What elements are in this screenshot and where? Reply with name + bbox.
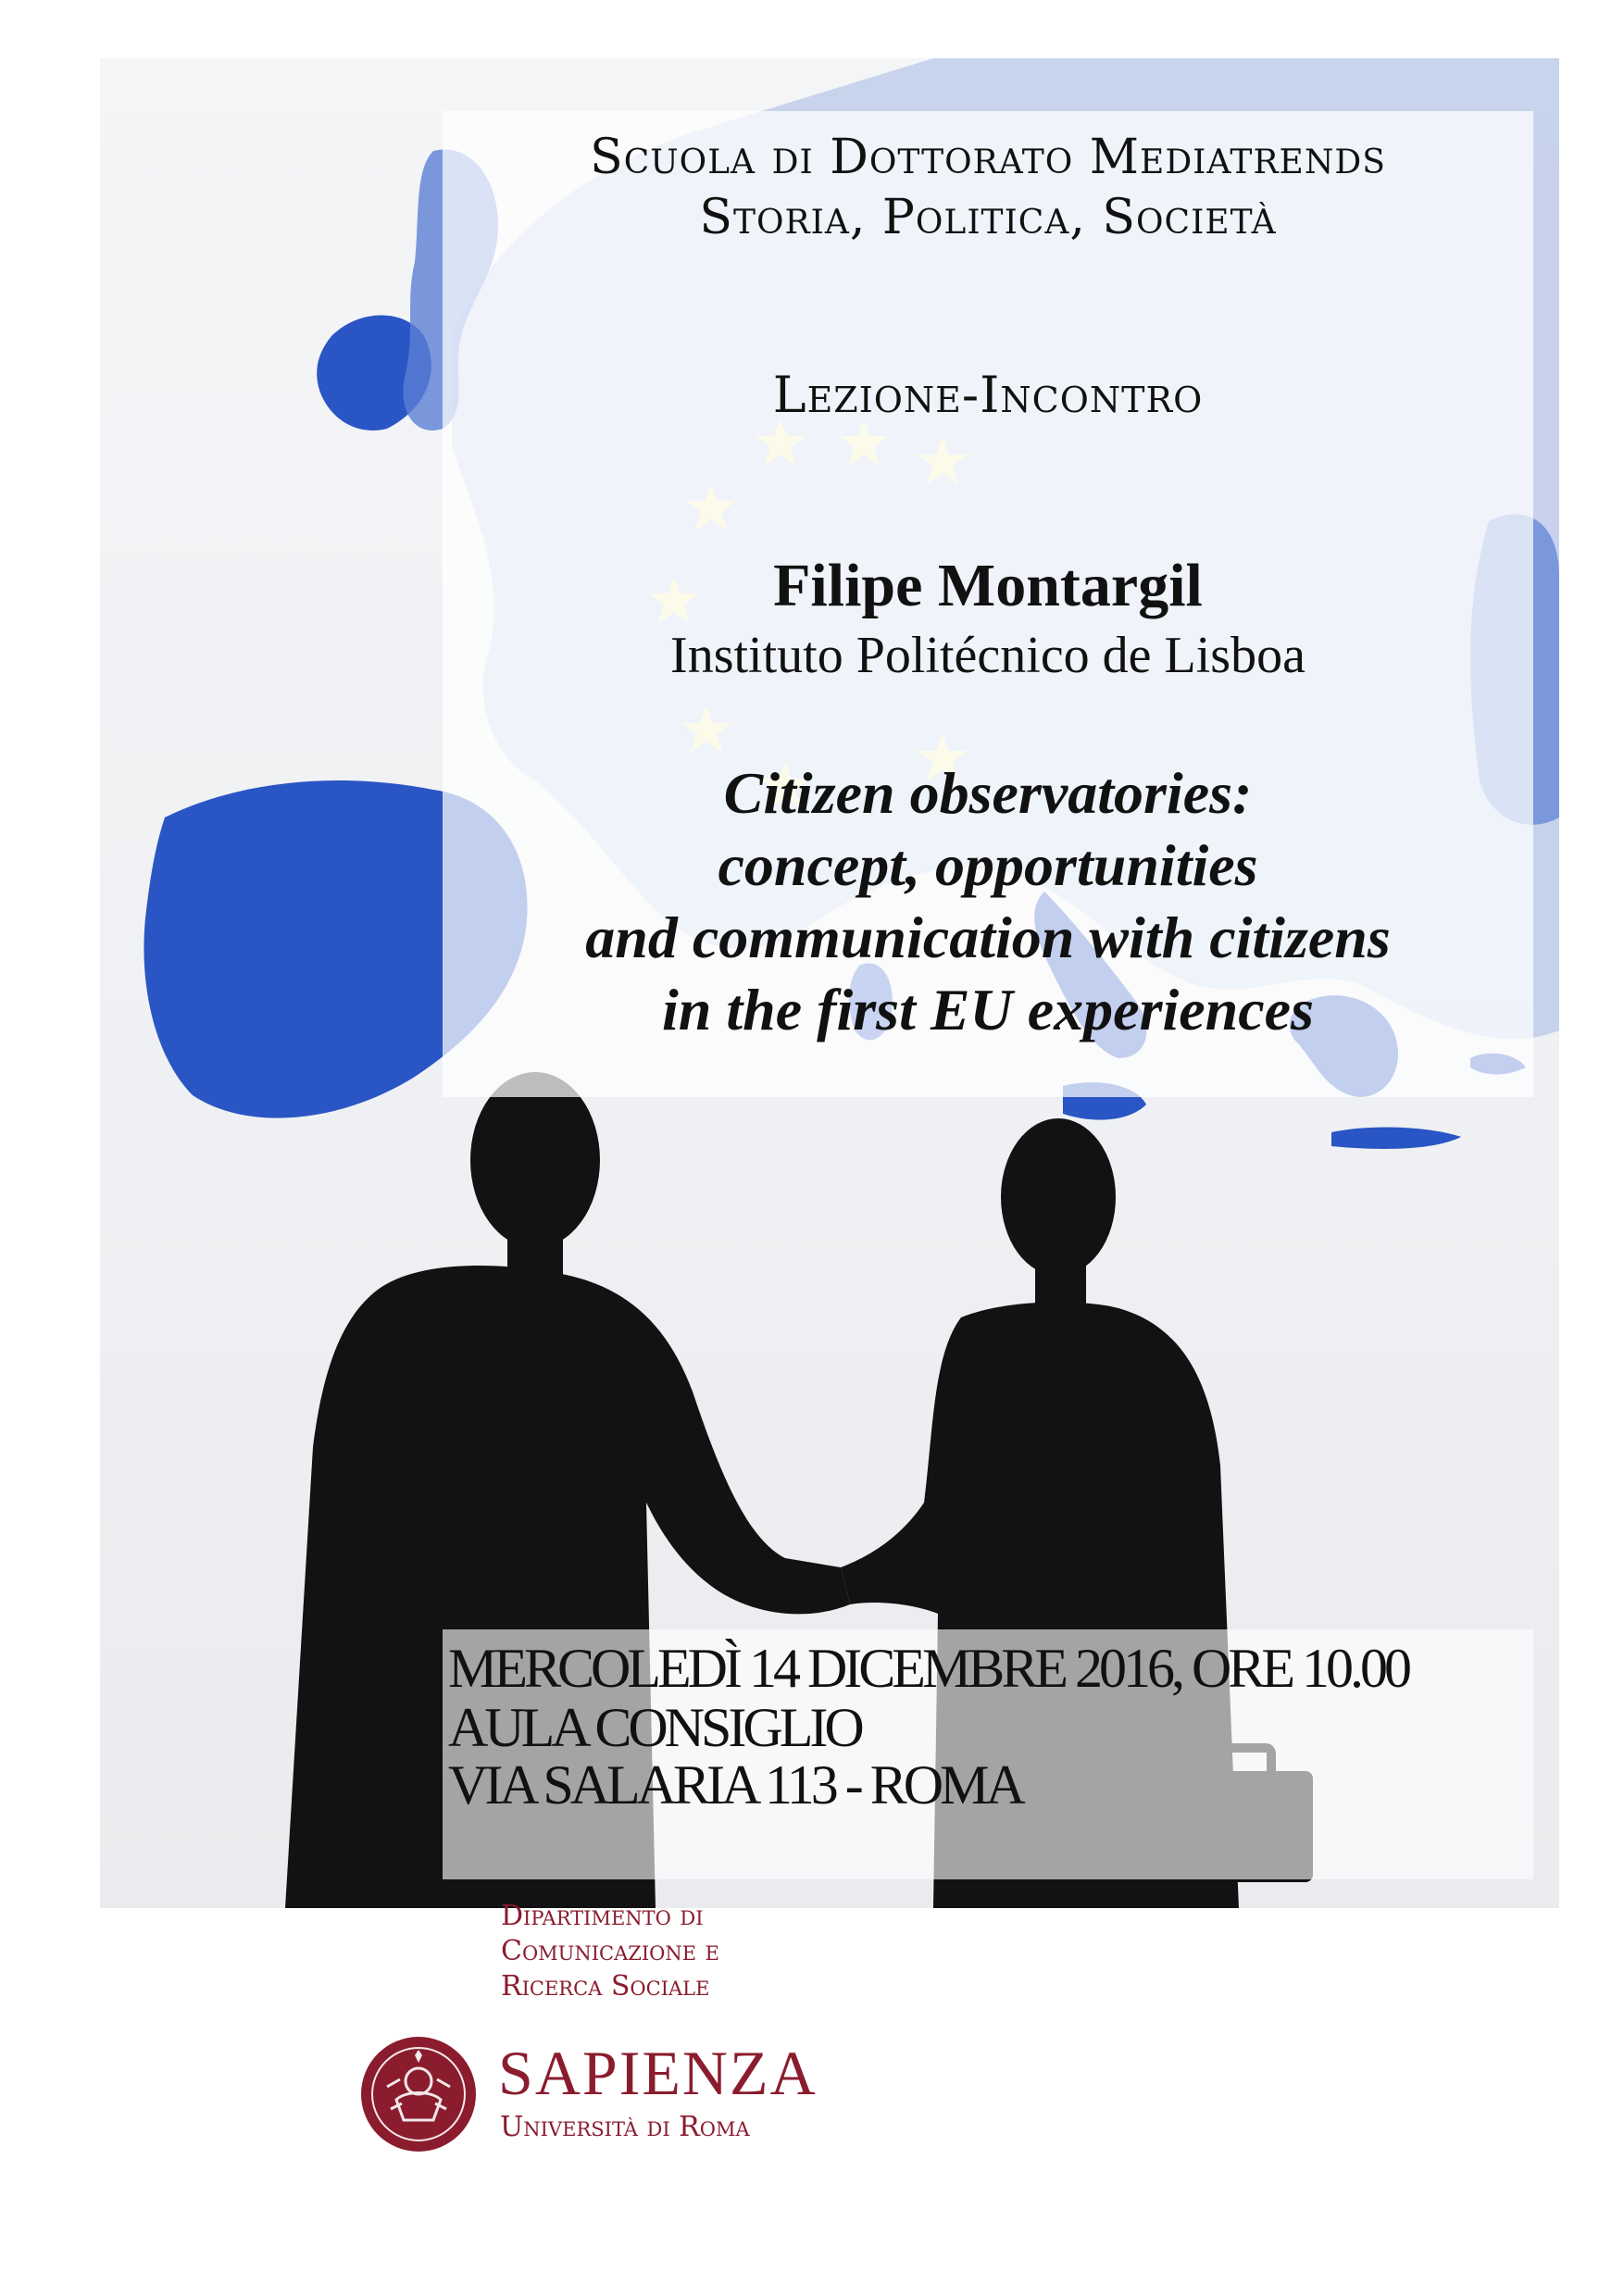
department-name-line: Ricerca Sociale [501,1970,710,2003]
event-address: VIA SALARIA 113 - ROMA [448,1754,1022,1816]
department-name-line: Dipartimento di [501,1900,704,1932]
left-person-head [470,1072,600,1248]
speaker-affiliation: Instituto Politécnico de Lisboa [670,627,1305,684]
school-subtitle: Storia, Politica, Società [699,190,1277,245]
department-name-line: Comunicazione e [501,1935,719,1967]
school-name: Scuola di Dottorato Mediatrends [590,130,1386,185]
sapienza-seal-icon [359,2035,478,2153]
talk-title-line: concept, opportunities [718,832,1258,898]
event-type-heading: Lezione-Incontro [772,366,1204,424]
talk-title-line: and communication with citizens [585,905,1391,970]
event-room: AULA CONSIGLIO [448,1697,861,1758]
talk-title-line: in the first EU experiences [662,977,1314,1042]
event-date-time: MERCOLEDÌ 14 DICEMBRE 2016, ORE 10.00 [448,1638,1408,1699]
talk-title-line: Citizen observatories: [723,760,1253,826]
speaker-name: Filipe Montargil [773,552,1203,619]
university-subtitle: Università di Roma [500,2111,750,2143]
university-name: SAPIENZA [498,2038,818,2108]
crete-shape [1331,1128,1461,1149]
right-person-head [1001,1118,1116,1276]
